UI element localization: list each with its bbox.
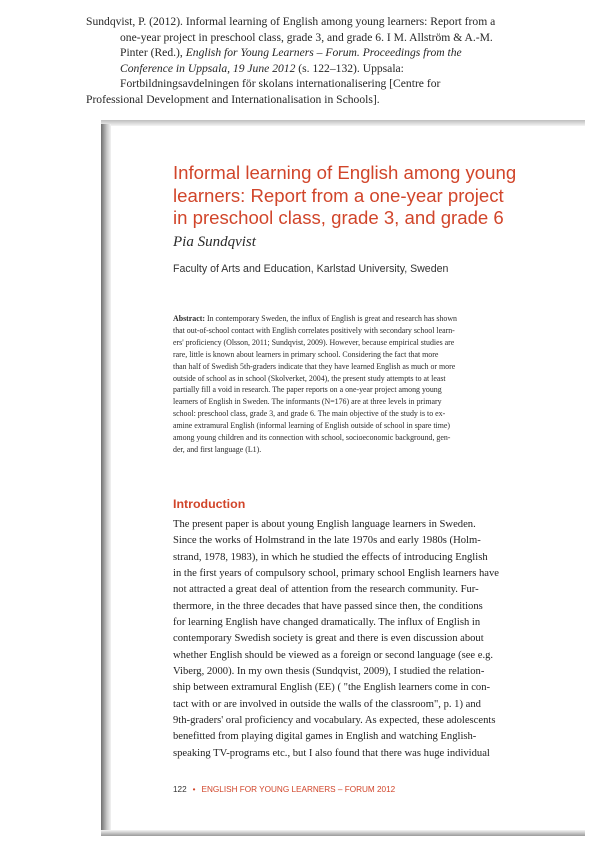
body-line: Since the works of Holmstrand in the late 1970s and early 1980s (Holm- [173, 535, 481, 547]
abstract-line: learners of English in Sweden. The informants (N=176) are at three levels in primary [173, 397, 442, 407]
citation-line: Sundqvist, P. (2012). Informal learning of English among young learners: Report from a [86, 15, 496, 28]
citation-line: Fortbildningsavdelningen för skolans internationalisering [Centre for [120, 77, 441, 91]
abstract-line: ers' proficiency (Olsson, 2011; Sundqvist, 2009). However, because empirical studies are [173, 337, 455, 347]
scan-edge-bottom [101, 830, 585, 836]
title-line: Informal learning of English among young [173, 162, 517, 183]
body-line: ship between extramural English (EE) ( "the English learners come in con- [173, 682, 491, 694]
abstract-line: outside of school as in school (Skolverket, 2004), the present study attempts to at least [173, 373, 446, 383]
body-line: strand, 1978, 1983), in which he studied the effects of introducing English [173, 551, 488, 563]
body-line: for learning English have changed dramatically. The influx of English in [173, 617, 481, 629]
citation-book-title: English for Young Learners – Forum. Proceedings from the [185, 46, 462, 60]
body-line: whether English should be viewed as a foreign or second language (see e.g. [173, 649, 494, 661]
body-line: contemporary Swedish society is great and there is even discussion about [173, 633, 484, 645]
paper-affiliation: Faculty of Arts and Education, Karlstad University, Sweden [173, 263, 449, 275]
scan-edge-left [101, 124, 111, 836]
abstract-line: partially fill a void in research. The paper reports on a one-year project among young [173, 385, 442, 395]
abstract-line: school: preschool class, grade 3, and grade 6. The main objective of the study is to ex- [173, 409, 446, 419]
citation-header [86, 14, 556, 108]
section-heading-introduction: Introduction [173, 497, 246, 511]
page-number: 122 [173, 785, 187, 794]
page-footer [173, 785, 395, 794]
abstract [173, 313, 530, 456]
citation-editors: Pinter (Red.), [120, 46, 186, 60]
footer-bullet: • [192, 785, 196, 794]
body-line: speaking TV-programs etc., but I also found that there was huge individual [173, 747, 490, 759]
paper-author: Pia Sundqvist [173, 234, 256, 250]
abstract-line: that out-of-school contact with English correlates positively with secondary school learn- [173, 325, 455, 335]
title-line: learners: Report from a one-year project [173, 184, 504, 206]
abstract-first-line: In contemporary Sweden, the influx of English is great and research has shown [205, 314, 457, 323]
abstract-line [173, 313, 530, 325]
citation-line: one-year project in preschool class, grade 3, and grade 6. I M. Allström & A.-M. [120, 30, 493, 44]
scanned-page [111, 126, 585, 830]
citation-line [86, 45, 556, 61]
citation-line: Professional Development and Internationalisation in Schools]. [86, 92, 380, 106]
abstract-label: Abstract: [173, 314, 205, 323]
citation-pages: (s. 122–132). Uppsala: [295, 61, 404, 75]
citation-line [86, 61, 556, 77]
abstract-line: rare, little is known about learners in primary school. Considering the fact that more [173, 349, 439, 359]
body-line: 9th-graders' oral proficiency and vocabulary. As expected, these adolescents [173, 715, 496, 727]
journal-name: ENGLISH FOR YOUNG LEARNERS – FORUM 2012 [201, 785, 396, 794]
body-line: in the first years of compulsory school, primary school English learners have [173, 568, 499, 580]
abstract-line: der, and first language (L1). [173, 444, 262, 454]
abstract-line: among young children and its connection with school, socioeconomic background, gen- [173, 433, 451, 443]
paper-title [173, 162, 533, 230]
abstract-line: amine extramural English (informal learning of English outside of school in spare time) [173, 421, 450, 431]
abstract-line: than half of Swedish 5th-graders indicate that they have learned English as much or more [173, 361, 456, 371]
introduction-body [173, 517, 533, 762]
body-line: Viberg, 2000). In my own thesis (Sundqvist, 2009), I studied the relation- [173, 666, 485, 678]
title-line: in preschool class, grade 3, and grade 6 [173, 207, 504, 229]
body-line: benefitted from playing digital games in English and watching English- [173, 731, 477, 743]
body-line: tact with or are involved in outside the walls of the classroom", p. 1) and [173, 698, 481, 710]
body-line: The present paper is about young English language learners in Sweden. [173, 519, 476, 530]
body-line: not attracted a great deal of attention from the research community. Fur- [173, 584, 479, 596]
citation-conference: Conference in Uppsala, 19 June 2012 [120, 61, 296, 75]
body-line: thermore, in the three decades that have passed since then, the conditions [173, 600, 483, 612]
